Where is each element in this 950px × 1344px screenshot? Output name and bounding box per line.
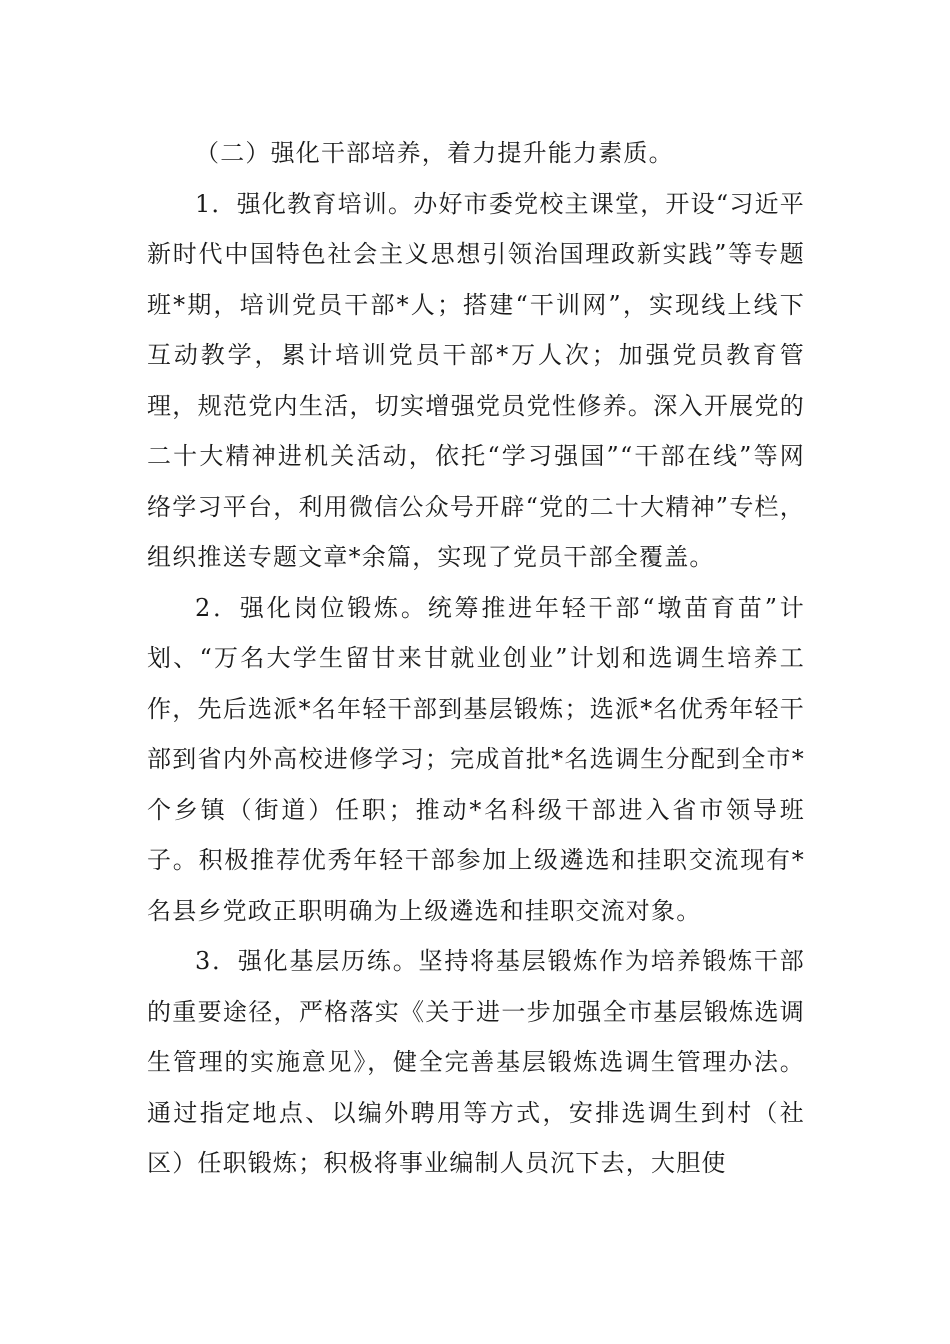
paragraph-education-training: 1．强化教育培训。办好市委党校主课堂，开设“习近平新时代中国特色社会主义思想引领治国理政新实践”等专题班*期，培训党员干部*人；搭建“干训网”，实现线上线下互动教学，累计培训党员干部*万人次；加强党员教育管理，规范党内生活，切实增强党员党性修养。深入开展党的二十大精神进机关活动，依托“学习强国”“干部在线”等网络学习平台，利用微信公众号开辟“党的二十大精神”专栏，组织推送专题文章*余篇，实现了党员干部全覆盖。 xyxy=(147,189,805,571)
paragraph-grassroots-training: 3．强化基层历练。坚持将基层锻炼作为培养锻炼干部的重要途径，严格落实《关于进一步加强全市基层锻炼选调生管理的实施意见》，健全完善基层锻炼选调生管理办法。通过指定地点、以编外聘用等方式，安排选调生到村（社区）任职锻炼；积极将事业编制人员沉下去，大胆使 xyxy=(147,947,805,1177)
paragraph-post-training: 2．强化岗位锻炼。统筹推进年轻干部“墩苗育苗”计划、“万名大学生留甘来甘就业创业”计划和选调生培养工作，先后选派*名年轻干部到基层锻炼；选派*名优秀年轻干部到省内外高校进修学习；完成首批*名选调生分配到全市*个乡镇（街道）任职；推动*名科级干部进入省市领导班子。积极推荐优秀年轻干部参加上级遴选和挂职交流现有*名县乡党政正职明确为上级遴选和挂职交流对象。 xyxy=(147,593,805,925)
section-heading: （二）强化干部培养，着力提升能力素质。 xyxy=(195,139,674,167)
document-body xyxy=(147,128,805,1189)
